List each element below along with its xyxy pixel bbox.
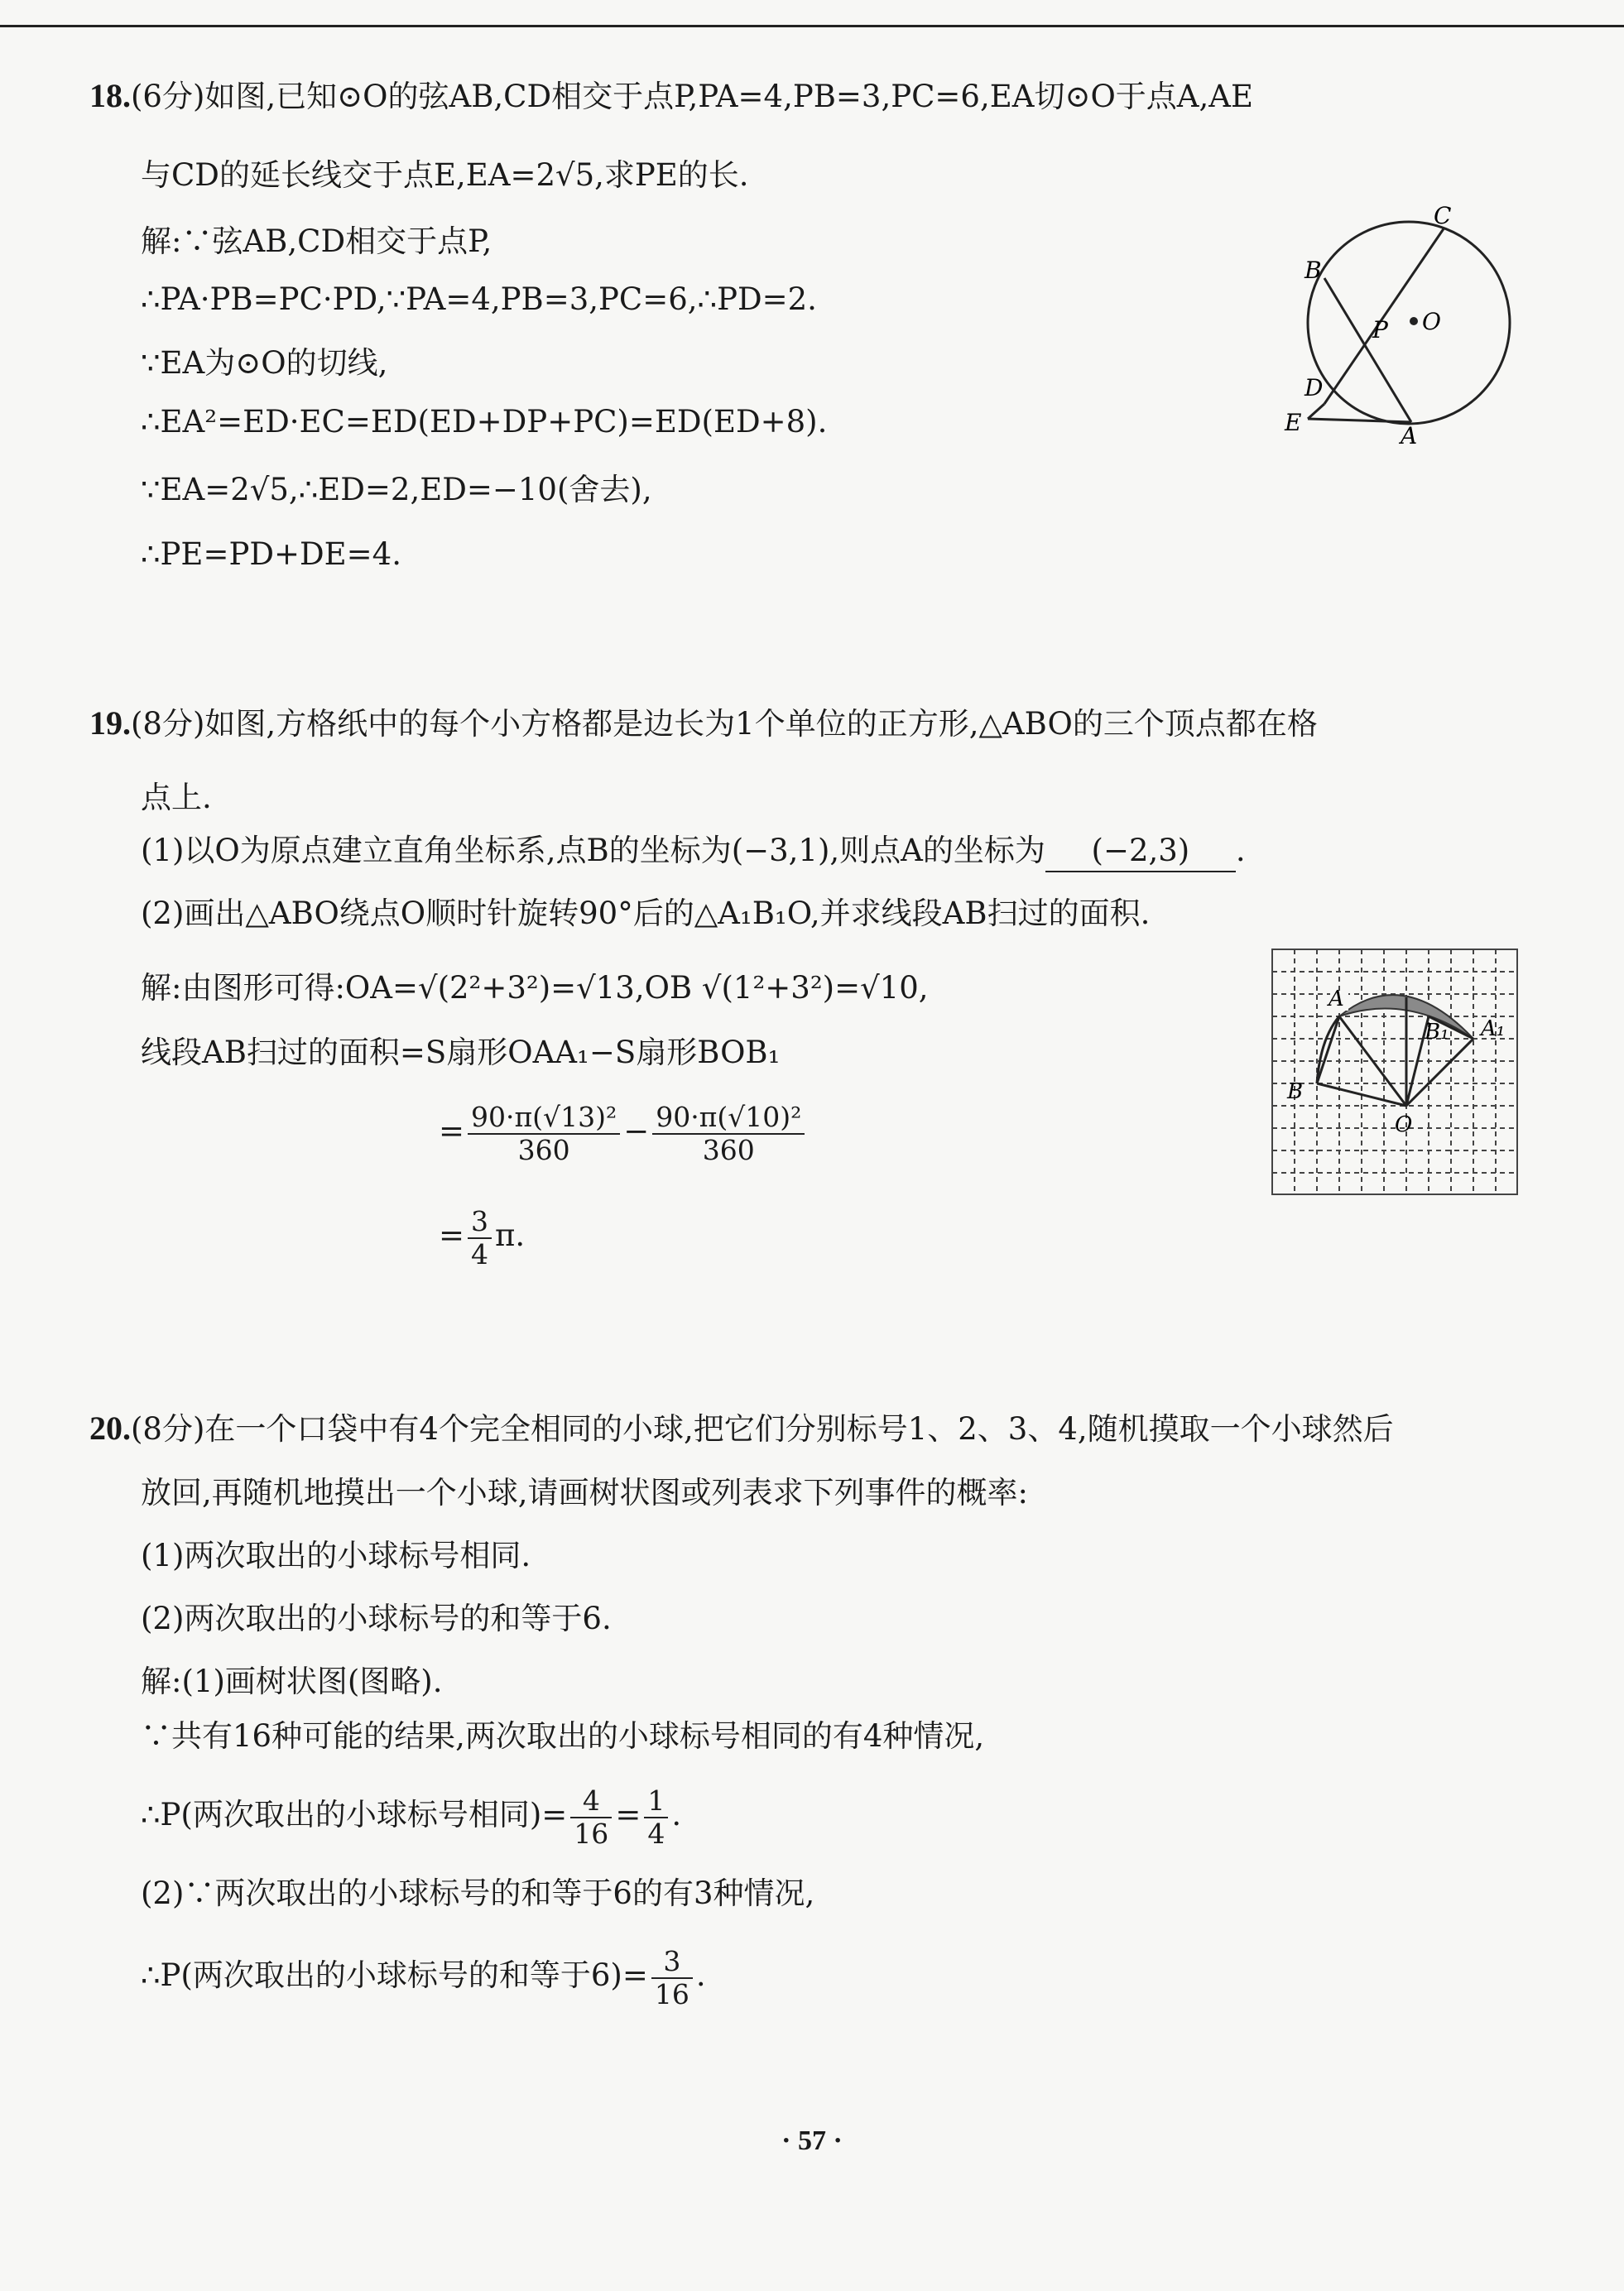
q19-part1-end: . — [1235, 833, 1246, 868]
q18-sol1: 解:∵弦AB,CD相交于点P, — [141, 223, 492, 259]
q19-sol2: 线段AB扫过的面积=S扇形OAA₁−S扇形BOB₁ — [141, 1035, 781, 1070]
q19-number: 19. — [89, 704, 131, 742]
q18-stem: (6分)如图,已知⊙O的弦AB,CD相交于点P,PA=4,PB=3,PC=6,EA切⊙O于点A,AE — [131, 79, 1254, 114]
q19-res-den: 4 — [471, 1237, 489, 1270]
q19-frac1-num: 90·π(√13)² — [468, 1102, 620, 1135]
q19-grid-figure — [1271, 948, 1519, 1199]
q20-stem: (8分)在一个口袋中有4个完全相同的小球,把它们分别标号1、2、3、4,随机摸取一个小球然后 — [131, 1411, 1394, 1447]
label-a1: A₁ — [1481, 1016, 1506, 1041]
label-p: P — [1372, 316, 1388, 343]
label-o: O — [1395, 1112, 1413, 1137]
q19-frac1-den: 360 — [517, 1133, 570, 1166]
q19-res-suffix: π. — [495, 1218, 526, 1253]
circle-o — [1308, 222, 1510, 424]
q18-sol3: ∵EA为⊙O的切线, — [141, 345, 388, 381]
q20-sol3 — [141, 1778, 681, 1852]
label-c: C — [1434, 202, 1452, 229]
q20-sol3-frac1 — [570, 1785, 612, 1850]
q20-line2: 放回,再随机地摸出一个小球,请画树状图或列表求下列事件的概率: — [141, 1475, 1028, 1511]
q20-sol4: (2)∵两次取出的小球标号的和等于6的有3种情况, — [141, 1876, 815, 1911]
label-b: B — [1304, 257, 1322, 284]
q19-line1 — [89, 704, 1318, 744]
q20-line1 — [89, 1409, 1394, 1449]
page-number: · 57 · — [781, 2125, 843, 2156]
q20-sol3-f2-den: 4 — [647, 1817, 665, 1850]
q19-part2: (2)画出△ABO绕点O顺时针旋转90°后的△A₁B₁O,并求线段AB扫过的面积. — [141, 896, 1151, 931]
q19-frac2-den: 360 — [702, 1133, 755, 1166]
q20-sol3-prefix: ∴P(两次取出的小球标号相同)= — [141, 1797, 568, 1832]
label-a: A — [1401, 422, 1418, 447]
q19-part1-text: (1)以O为原点建立直角坐标系,点B的坐标为(−3,1),则点A的坐标为 — [141, 833, 1045, 868]
q18-sol6: ∴PE=PD+DE=4. — [141, 536, 401, 572]
q19-grid-svg — [1271, 948, 1519, 1196]
q20-sol3-f2-num: 1 — [644, 1785, 668, 1818]
q19-res-num: 3 — [468, 1206, 492, 1239]
triangles — [1317, 997, 1473, 1106]
q20-part1: (1)两次取出的小球标号相同. — [141, 1538, 531, 1573]
q20-sol5 — [141, 1938, 706, 2013]
q19-answer1: (−2,3) — [1045, 831, 1236, 872]
q20-sol5-prefix: ∴P(两次取出的小球标号的和等于6)= — [141, 1957, 648, 1993]
q20-number: 20. — [89, 1410, 131, 1447]
q19-frac1 — [468, 1102, 620, 1166]
label-d: D — [1304, 374, 1324, 401]
q19-part1 — [141, 831, 1246, 872]
tangent-ea — [1308, 419, 1411, 422]
q18-sol4: ∴EA²=ED·EC=ED(ED+DP+PC)=ED(ED+8). — [141, 404, 828, 439]
center-dot — [1410, 317, 1418, 325]
label-b: B — [1287, 1079, 1304, 1104]
label-a: A — [1329, 987, 1344, 1011]
q19-line2: 点上. — [141, 780, 212, 815]
q19-frac2 — [652, 1102, 805, 1166]
q18-circle-svg — [1275, 199, 1523, 447]
grid-lines — [1272, 949, 1517, 1194]
label-b1: B₁ — [1425, 1020, 1449, 1045]
q19-frac2-num: 90·π(√10)² — [652, 1102, 805, 1135]
q18-sol5: ∵EA=2√5,∴ED=2,ED=−10(舍去), — [141, 472, 652, 507]
q18-line2: 与CD的延长线交于点E,EA=2√5,求PE的长. — [141, 157, 749, 193]
q18-line1 — [89, 76, 1253, 117]
q19-stem: (8分)如图,方格纸中的每个小方格都是边长为1个单位的正方形,△ABO的三个顶点都在格 — [131, 706, 1318, 742]
q18-number: 18. — [89, 77, 131, 114]
q19-eq-prefix: = — [439, 1113, 465, 1149]
q19-sol3 — [439, 1094, 808, 1169]
chord-ab — [1324, 278, 1411, 422]
q20-sol3-f1-den: 16 — [574, 1817, 609, 1850]
q20-sol5-end: . — [695, 1957, 706, 1993]
q20-sol1: 解:(1)画树状图(图略). — [141, 1664, 443, 1699]
q18-sol2: ∴PA·PB=PC·PD,∵PA=4,PB=3,PC=6,∴PD=2. — [141, 281, 817, 317]
q20-sol3-frac2 — [644, 1785, 668, 1850]
q20-sol5-den: 16 — [654, 1977, 689, 2010]
q19-minus: − — [623, 1113, 650, 1149]
q19-res-frac — [468, 1206, 492, 1270]
label-e: E — [1285, 409, 1302, 436]
q19-sol1: 解:由图形可得:OA=√(2²+3²)=√13,OB √(1²+3²)=√10, — [141, 970, 929, 1006]
q20-sol5-frac — [651, 1946, 693, 2010]
q20-part2: (2)两次取出的小球标号的和等于6. — [141, 1601, 612, 1636]
label-o: O — [1422, 308, 1441, 335]
q20-sol3-eq: = — [615, 1797, 641, 1832]
top-rule — [0, 25, 1624, 27]
q19-result — [439, 1198, 525, 1273]
q20-sol5-num: 3 — [651, 1946, 693, 1979]
q20-sol3-f1-num: 4 — [570, 1785, 612, 1818]
extension-de — [1308, 404, 1324, 419]
q18-circle-figure — [1275, 199, 1523, 450]
q20-sol3-end: . — [671, 1797, 682, 1832]
q20-sol2: ∵共有16种可能的结果,两次取出的小球标号相同的有4种情况, — [141, 1718, 985, 1754]
q19-res-prefix: = — [439, 1218, 465, 1253]
